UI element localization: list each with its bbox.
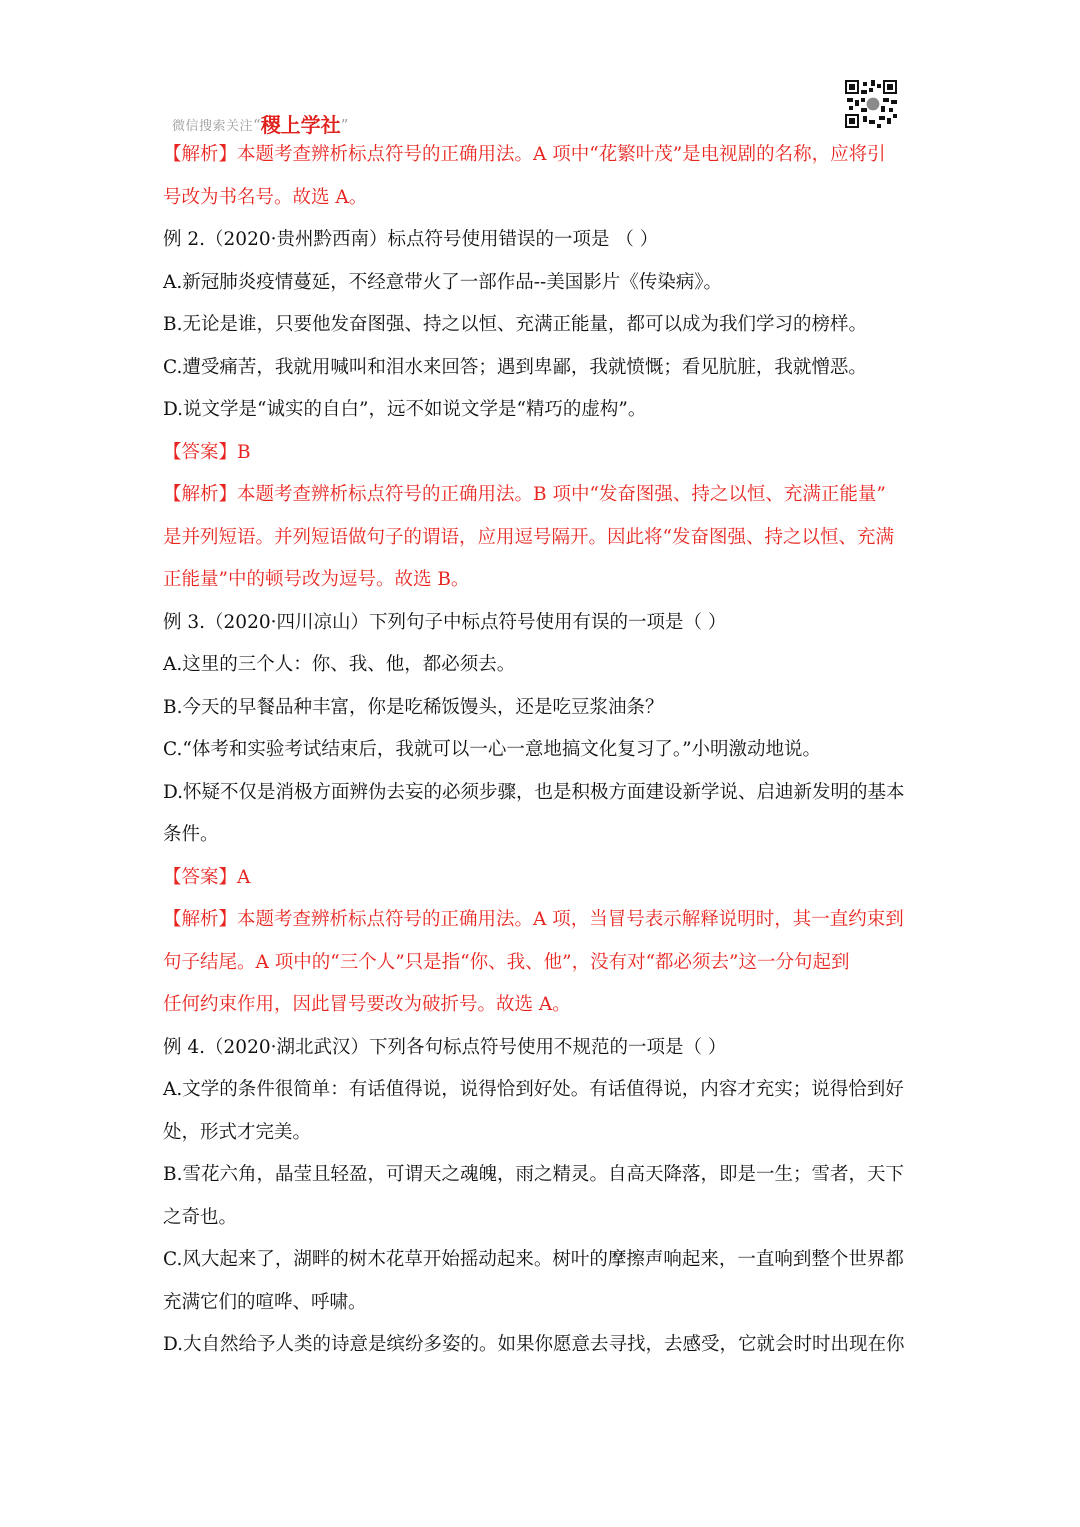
answer-text-line: 任何约束作用，因此冒号要改为破折号。故选 A。 — [163, 994, 571, 1015]
header-prefix: 微信搜索关注 — [172, 119, 254, 134]
question-text-line: C.遭受痛苦，我就用喊叫和泪水来回答；遇到卑鄙，我就愤慨；看见肮脏，我就憎恶。 — [163, 356, 867, 378]
header-open-quote: “ — [253, 116, 261, 134]
question-text-line: A.新冠肺炎疫情蔓延，不经意带火了一部作品--美国影片《传染病》。 — [163, 271, 722, 293]
question-text-line: C.“体考和实验考试结束后，我就可以一心一意地搞文化复习了。”小明激动地说。 — [163, 739, 822, 760]
question-text-line: 之奇也。 — [163, 1206, 238, 1228]
question-text-line: A.这里的三个人：你、我、他，都必须去。 — [163, 654, 516, 675]
answer-text-line: 【解析】本题考查辨析标点符号的正确用法。A 项中“花繁叶茂”是电视剧的名称，应将引 — [163, 144, 886, 165]
document-body — [163, 134, 923, 1367]
header-close-quote: ” — [340, 116, 349, 134]
answer-text-line: 号改为书名号。故选 A。 — [163, 186, 368, 208]
header-brand: 稷上学社 — [260, 113, 341, 137]
question-text-line: B.今天的早餐品种丰富，你是吃稀饭馒头，还是吃豆浆油条？ — [163, 696, 664, 718]
qr-code-icon — [845, 80, 897, 128]
question-text-line: C.风大起来了，湖畔的树木花草开始摇动起来。树叶的摩擦声响起来，一直响到整个世界都 — [163, 1249, 904, 1270]
question-text-line: 例 4.（2020·湖北武汉）下列各句标点符号使用不规范的一项是（ ） — [163, 1036, 727, 1058]
answer-text-line: 【解析】本题考查辨析标点符号的正确用法。A 项，当冒号表示解释说明时，其一直约束到 — [163, 909, 904, 930]
answer-text-line: 是并列短语。并列短语做句子的谓语，应用逗号隔开。因此将“发奋图强、持之以恒、充满 — [163, 526, 894, 548]
answer-text-line: 【解析】本题考查辨析标点符号的正确用法。B 项中“发奋图强、持之以恒、充满正能量” — [163, 484, 886, 505]
question-text-line: 条件。 — [163, 824, 219, 845]
answer-text-line: 【答案】B — [163, 441, 251, 463]
question-text-line: A.文学的条件很简单：有话值得说，说得恰到好处。有话值得说，内容才充实；说得恰到好 — [163, 1079, 904, 1100]
answer-text-line: 正能量”中的顿号改为逗号。故选 B。 — [163, 569, 470, 590]
question-text-line: 例 3.（2020·四川凉山）下列句子中标点符号使用有误的一项是（ ） — [163, 611, 727, 633]
question-text-line: B.雪花六角，晶莹且轻盈，可谓天之魂魄，雨之精灵。自高天降落，即是一生；雪者，天下 — [163, 1164, 904, 1185]
question-text-line: 充满它们的喧哗、呼啸。 — [163, 1291, 367, 1313]
question-text-line: D.说文学是“诚实的自白”，远不如说文学是“精巧的虚构”。 — [163, 399, 647, 420]
question-text-line: 处，形式才完美。 — [163, 1121, 312, 1143]
answer-text-line: 句子结尾。A 项中的“三个人”只是指“你、我、他”，没有对“都必须去”这一分句起到 — [163, 951, 850, 973]
question-text-line: D.怀疑不仅是消极方面辨伪去妄的必须步骤，也是积极方面建设新学说、启迪新发明的基本 — [163, 781, 905, 803]
answer-text-line: 【答案】A — [163, 866, 251, 888]
question-text-line: D.大自然给予人类的诗意是缤纷多姿的。如果你愿意去寻找，去感受，它就会时时出现在你 — [163, 1334, 905, 1355]
question-text-line: B.无论是谁，只要他发奋图强、持之以恒、充满正能量，都可以成为我们学习的榜样。 — [163, 314, 867, 335]
question-text-line: 例 2.（2020·贵州黔西南）标点符号使用错误的一项是 （ ） — [163, 229, 659, 250]
